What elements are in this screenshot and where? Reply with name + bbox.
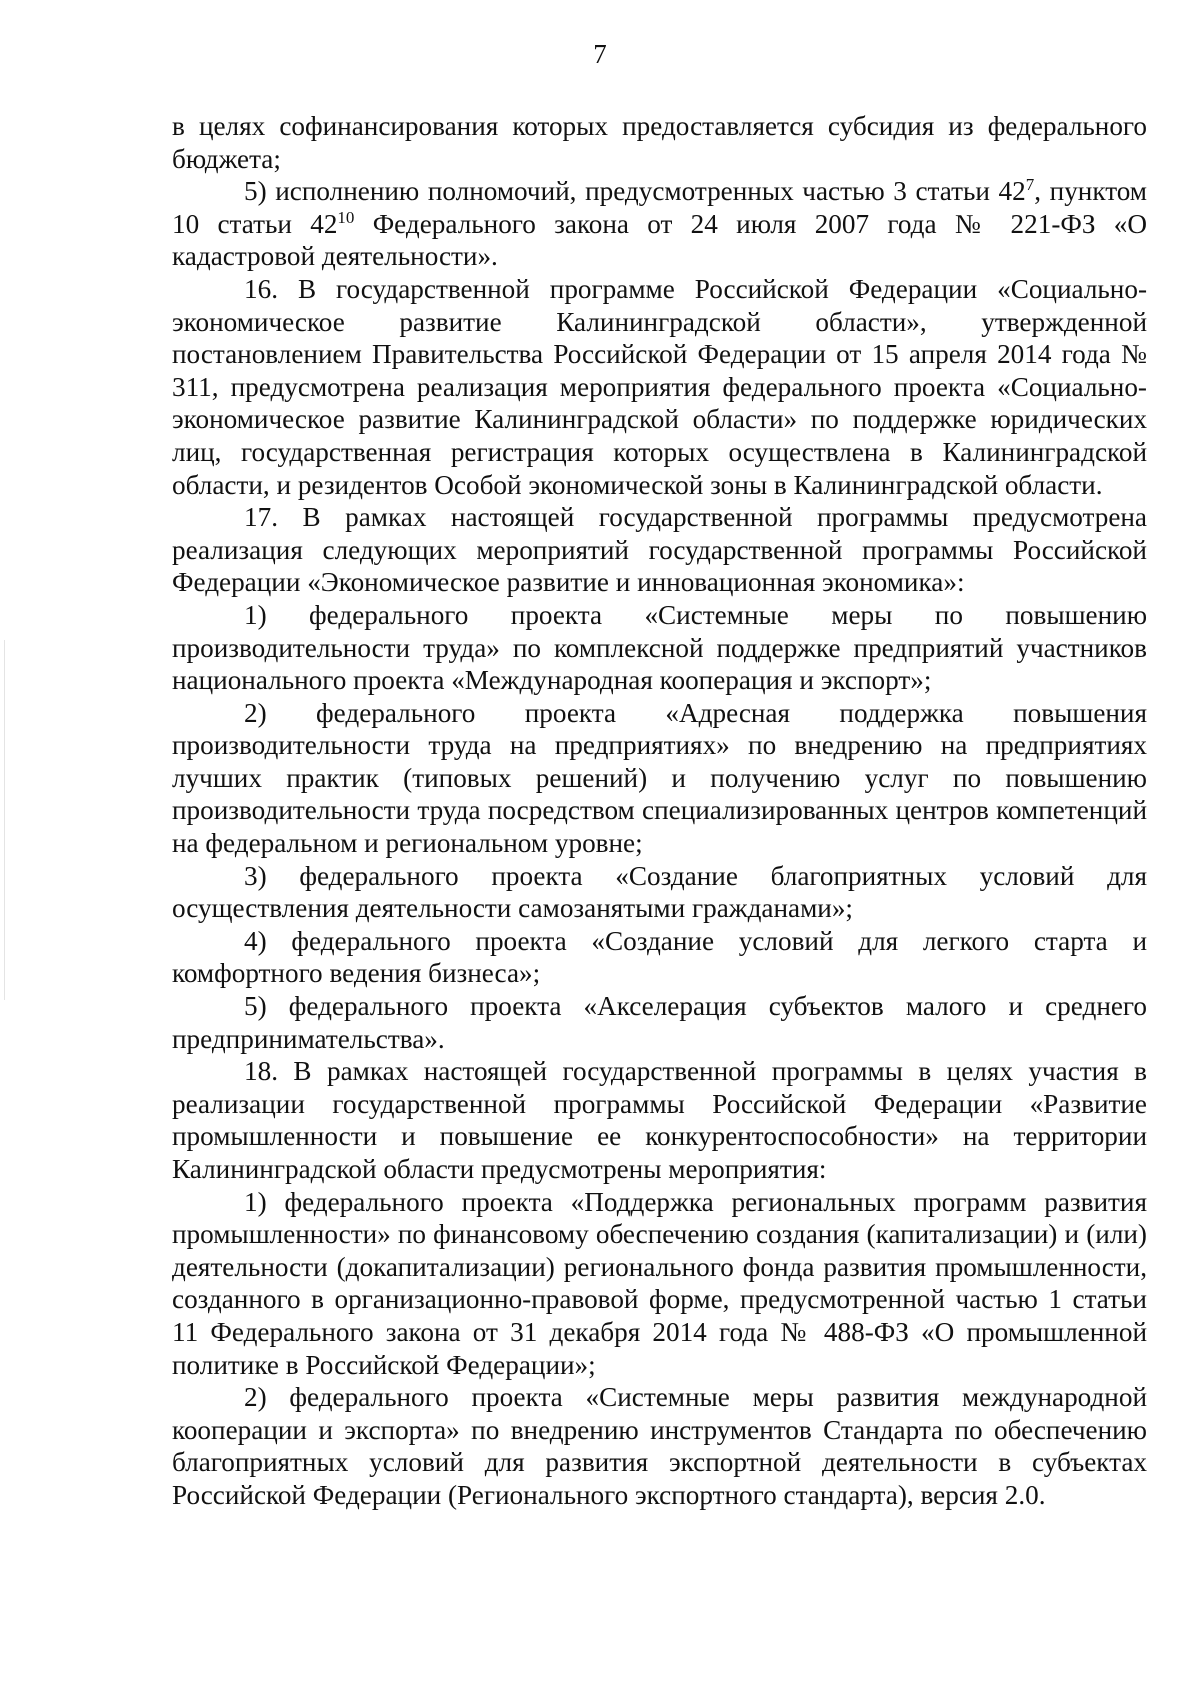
paragraph-16: 16. В государственной программе Российской Федерации «Социально-экономическое развитие Калининградской области», утвержденной постановлением Правительства Российской Федерации от 15 апреля 2014 года № 311, предусмотрена реализация мероприятия федерального проекта «Социально-экономическое развитие Калининградской области» по поддержке юридических лиц, государственная регистрация которых осуществлена в Калининградской области, и резидентов Особой экономической зоны в Калининградской области.	[172, 273, 1147, 500]
page-number: 7	[593, 39, 607, 69]
paragraph-17-item-4: 4) федерального проекта «Создание условий для легкого старта и комфортного ведения бизнеса»;	[172, 925, 1147, 989]
paragraph-17-item-1: 1) федерального проекта «Системные меры по повышению производительности труда» по комплексной поддержке предприятий участников национального проекта «Международная кооперация и экспорт»;	[172, 599, 1147, 696]
paragraph-item-5-text-a: 5) исполнению полномочий, предусмотренных частью 3 статьи 42	[244, 176, 1026, 207]
paragraph-17: 17. В рамках настоящей государственной программы предусмотрена реализация следующих мероприятий государственной программы Российской Федерации «Экономическое развитие и инновационная экономика»:	[172, 502, 1147, 598]
paragraph-18-item-2: 2) федерального проекта «Системные меры развития международной кооперации и экспорта» по внедрению инструментов Стандарта по обеспечению благоприятных условий для развития экспортной деятельности в субъектах Российской Федерации (Регионального экспортного стандарта), версия 2.0.	[172, 1382, 1147, 1510]
paragraph-item-5-text-c: Федерального закона от 24 июля 2007 года № 221-ФЗ «О кадастровой деятельности».	[172, 208, 1147, 272]
paragraph-17-item-3: 3) федерального проекта «Создание благоприятных условий для осуществления деятельности самозанятыми гражданами»;	[172, 860, 1147, 924]
paragraph-item-5-text-b: , пунктом 10 статьи 42	[172, 176, 1147, 239]
scan-edge-shadow	[4, 640, 5, 1000]
paragraph-item-5-cadastral	[172, 175, 1147, 273]
superscript-article-number: 10	[337, 207, 355, 227]
superscript-article-number: 7	[1025, 175, 1035, 195]
paragraph-18: 18. В рамках настоящей государственной программы в целях участия в реализации государственной программы Российской Федерации «Развитие промышленности и повышение ее конкурентоспособности» на территории Калининградской области предусмотрены мероприятия:	[172, 1056, 1147, 1184]
paragraph-17-item-2: 2) федерального проекта «Адресная поддержка повышения производительности труда на предприятиях» по внедрению на предприятиях лучших практик (типовых решений) и получению услуг по повышению производительности труда посредством специализированных центров компетенций на федеральном и региональном уровне;	[172, 697, 1147, 859]
document-body	[172, 110, 1147, 1512]
paragraph-17-item-5: 5) федерального проекта «Акселерация субъектов малого и среднего предпринимательства».	[172, 991, 1147, 1054]
paragraph-18-item-1: 1) федерального проекта «Поддержка региональных программ развития промышленности» по финансовому обеспечению создания (капитализации) и (или) деятельности (докапитализации) регионального фонда развития промышленности, созданного в организационно-правовой форме, предусмотренной частью 1 статьи 11 Федерального закона от 31 декабря 2014 года № 488-ФЗ «О промышленной политике в Российской Федерации»;	[172, 1186, 1147, 1380]
paragraph-continuation-budget: в целях софинансирования которых предоставляется субсидия из федерального бюджета;	[172, 111, 1147, 174]
